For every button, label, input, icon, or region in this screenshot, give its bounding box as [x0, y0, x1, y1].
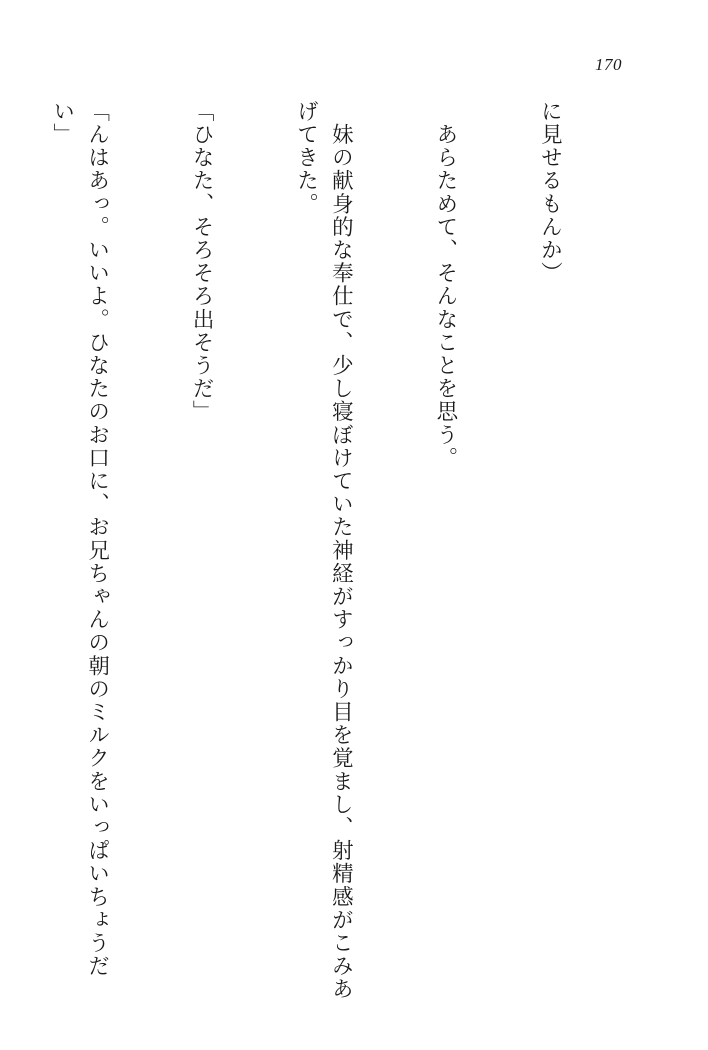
paragraph: 妹の献身的な奉仕で、少し寝ぼけていた神経がすっかり目を覚まし、射精感がこみあげてきた。 — [293, 100, 354, 1001]
paragraph: 「ひなた、そろそろ出そうだ」 — [189, 100, 215, 424]
page-number: 170 — [595, 55, 622, 74]
paragraph: に見せるもんか） — [537, 100, 563, 285]
page-body-text — [49, 100, 636, 1010]
paragraph: 「んはあっ。いいよ。ひなたのお口に、お兄ちゃんの朝のミルクをいっぱいちょうだい」 — [49, 100, 110, 978]
paragraph: あらためて、そんなことを思う。 — [432, 100, 458, 470]
